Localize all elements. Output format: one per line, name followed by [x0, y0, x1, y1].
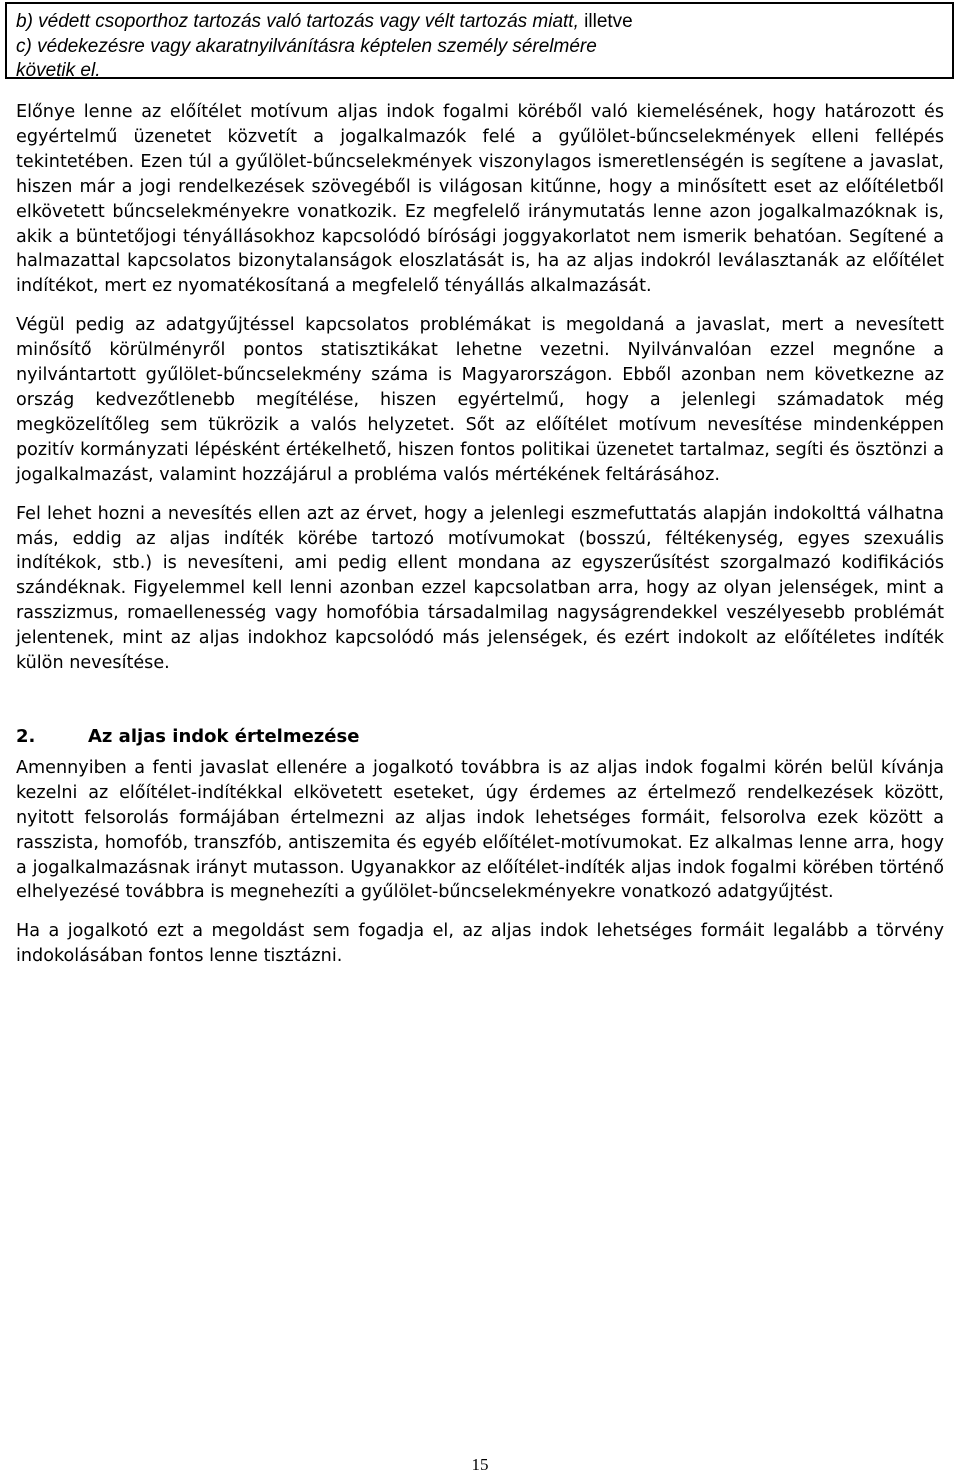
quote-line-end: követik el. — [16, 60, 101, 81]
quote-line-b-italic: b) védett csoporthoz tartozás való tartozás vagy vélt tartozás miatt, — [16, 11, 579, 32]
quote-line-c: c) védekezésre vagy akaratnyilvánításra képtelen személy sérelmére — [16, 35, 597, 57]
section-number: 2. — [16, 725, 36, 747]
paragraph-interpretation: Amennyiben a fenti javaslat ellenére a jogalkotó továbbra is az aljas indok fogalmi körén belül kívánja kezelni az előítélet-indítékkal elkövetett eseteket, úgy érdemes az értelmező rendelkezések között, nyitott felsorolás formájában értelmezni az aljas indok lehetséges formáit, felsorolva ezek között a rasszista, homofób, transzfób, antiszemita és egyéb előítélet-motívumokat. Ez alkalmas lenne arra, hogy a jogalkalmazásnak irányt mutasson. Ugyanakkor az előítélet-indíték aljas indok fogalmi körében történő elhelyezésé továbbra is megnehezíti a gyűlölet-bűncselekményekre vonatkozó adatgyűjtést. — [16, 757, 944, 903]
quoted-legal-text-box — [5, 2, 954, 79]
quote-line-b — [16, 10, 942, 35]
paragraph-counterargument: Fel lehet hozni a nevesítés ellen azt az érvet, hogy a jelenlegi eszmefuttatás alapján indokolttá válhatna más, eddig az aljas indíték körébe tartozó motívumokat (bosszú, féltékenység, egyes szexuális indítékok, stb.) is nevesíteni, ami pedig ellent mondana az egyszerűsítést szorgalmazó kodifikációs szándéknak. Figyelemmel kell lenni azonban ezzel kapcsolatban arra, hogy az olyan jelenségek, mint a rasszizmus, romaellenesség vagy homofóbia társadalmilag nagyságrendekkel veszélyesebb problémát jelentenek, mint az aljas indokhoz kapcsolódó más jelenségek, és ezért indokolt az előítéletes indíték külön nevesítése. — [16, 503, 944, 674]
section-title: Az aljas indok értelmezése — [88, 725, 360, 747]
paragraph-fallback: Ha a jogalkotó ezt a megoldást sem fogadja el, az aljas indok lehetséges formáit legalább a törvény indokolásában fontos lenne tisztázni. — [16, 921, 944, 967]
paragraph-data-collection: Végül pedig az adatgyűjtéssel kapcsolatos problémákat is megoldaná a javaslat, mert a nevesített minősítő körülményről pontos statisztikákat lehetne vezetni. Nyilvánvalóan ezzel megnőne a nyilvántartott gyűlölet-bűncselekmény száma is Magyarországon. Ebből azonban nem következne az ország kedvezőtlenebb megítélése, hiszen egyértelmű, hogy a jelenlegi számadatok még megközelítőleg sem tükrözik a valós helyzetet. Sőt az előítélet motívum nevesítése mindenképpen pozitív kormányzati lépésként értékelhető, hiszen fontos politikai üzenetet tartalmaz, segíti és ösztönzi a jogalkalmazást, valamint hozzájárul a probléma valós mértékének feltárásához. — [16, 315, 944, 485]
section-heading — [16, 724, 944, 750]
quote-line-b-normal: illetve — [578, 11, 633, 32]
paragraph-advantage: Előnye lenne az előítélet motívum aljas indok fogalmi köréből való kiemelésének, hogy határozott és egyértelmű üzenetet közvetít a jogalkalmazók felé a gyűlölet-bűncselekmények elleni fellépés tekintetében. Ezen túl a gyűlölet-bűncselekmények viszonylagos ismeretlenségén is segítene a javaslat, hiszen már a jogi rendelkezések szövegéből is világosan kitűnne, hogy a minősített eset az előítéletből elkövetett bűncselekményekre vonatkozik. Ez megfelelő iránymutatás lenne azon jogalkalmazóknak is, akik a büntetőjogi tényállásokhoz kapcsolódó bírósági joggyakorlatot nem ismerik behatóan. Segítené a halmazattal kapcsolatos bizonytalanságok eloszlatását is, ha az aljas indokról leválasztanák az előítélet indítékot, mert ez nyomatékosítaná a megfelelő tényállás alkalmazását. — [16, 102, 944, 297]
document-body — [16, 100, 944, 983]
page-number: 15 — [471, 1455, 489, 1474]
